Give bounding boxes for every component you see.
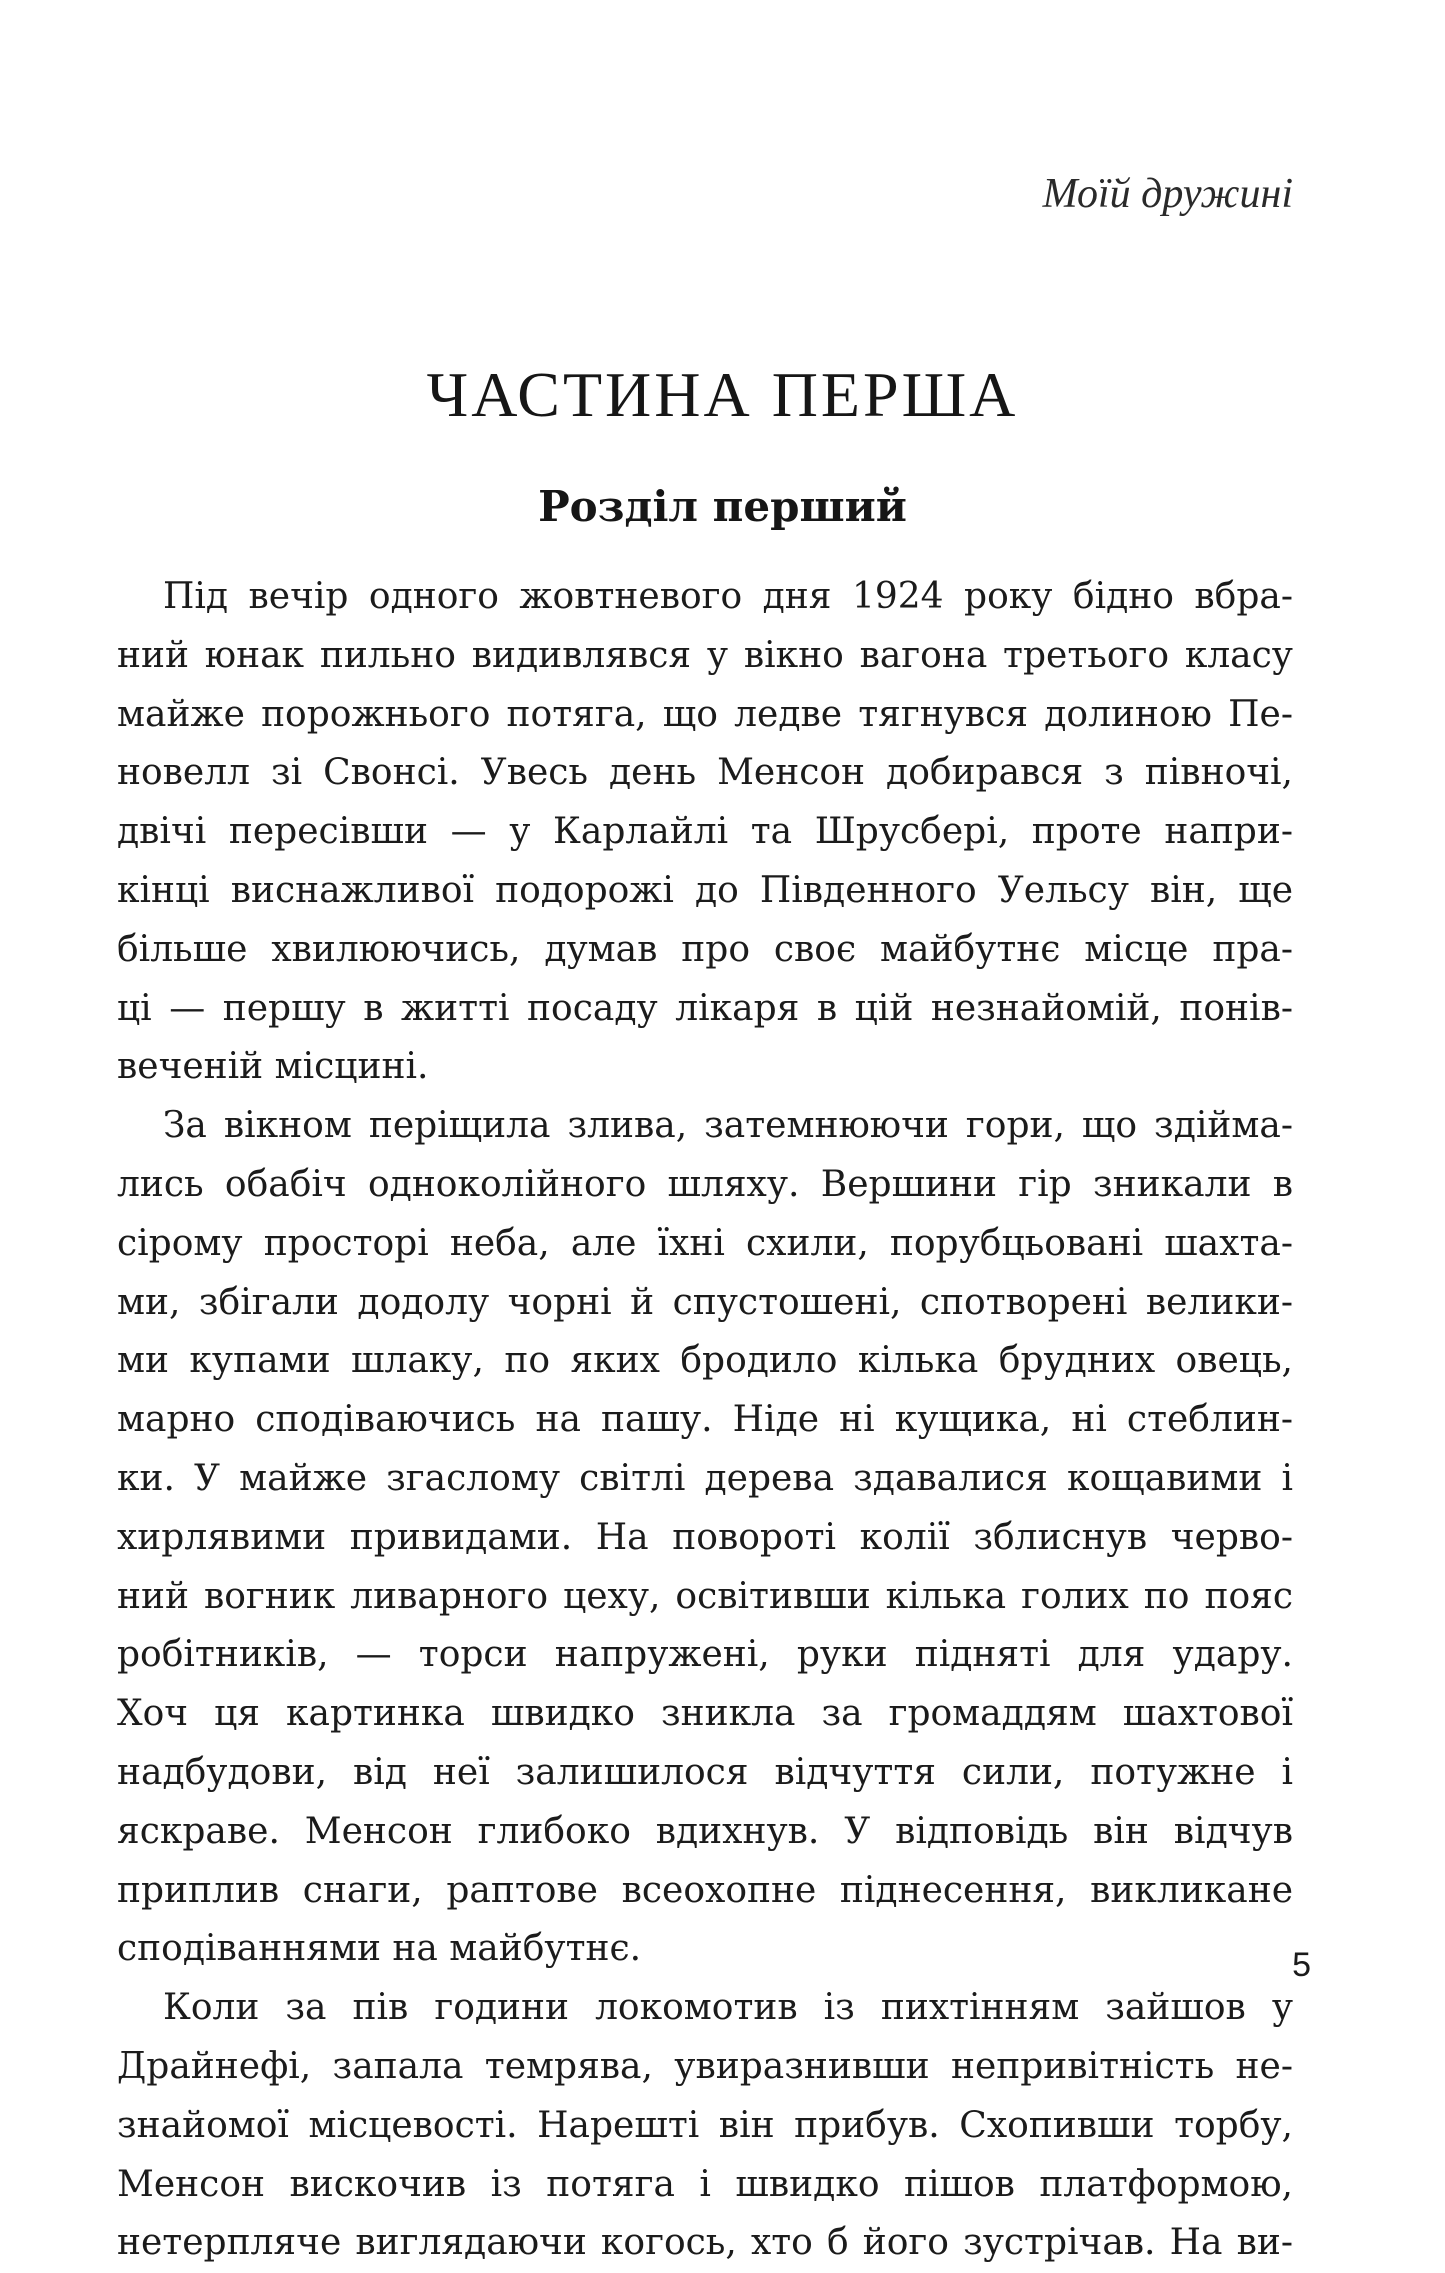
text-line: веченій місцині. [117,1046,429,1088]
page-number: 5 [1292,1946,1311,1984]
text-line: Драйнефі, запала темрява, увиразнивши непривітність не- [117,2045,1293,2087]
chapter-title: Розділ перший [538,482,907,531]
text-line: надбудови, від неї залишилося відчуття сили, потужне і [117,1751,1293,1793]
text-line: Під вечір одного жовтневого дня 1924 року бідно вбра- [163,576,1293,617]
part-title: ЧАСТИНА ПЕРША [426,359,1019,430]
text-line: нетерпляче виглядаючи когось, хто б його зустрічав. На ви- [117,2222,1293,2264]
text-line: яскраве. Менсон глибоко вдихнув. У відповідь він відчув [117,1810,1293,1852]
text-line: знайомої місцевості. Нарешті він прибув. Схопивши торбу, [117,2104,1293,2146]
text-line: Коли за пів години локомотив із пихтінням зайшов у [163,1987,1293,2029]
text-line: сірому просторі неба, але їхні схили, порубцьовані шахта- [117,1222,1293,1264]
text-line: сподіваннями на майбутнє. [117,1928,642,1970]
text-line: За вікном періщила злива, затемнюючи гори, що здійма- [163,1105,1293,1147]
text-line: ми купами шлаку, по яких бродило кілька брудних овець, [117,1340,1293,1382]
body-text [117,568,1293,2273]
text-line: Менсон вискочив із потяга і швидко пішов платформою, [117,2163,1293,2205]
text-line: ний юнак пильно видивлявся у вікно вагона третього класу [117,634,1293,676]
text-line: ки. У майже згаслому світлі дерева здавалися кощавими і [117,1457,1293,1499]
text-line: двічі пересівши — у Карлайлі та Шрусбері, проте напри- [117,811,1293,853]
text-line: ці — першу в житті посаду лікаря в цій незнайомій, понів- [117,987,1293,1029]
text-line: лись обабіч одноколійного шляху. Вершини гір зникали в [117,1163,1293,1205]
text-line: приплив снаги, раптове всеохопне піднесення, викликане [117,1869,1293,1911]
dedication: Моїй дружині [1042,171,1293,217]
text-line: ми, збігали додолу чорні й спустошені, спотворені велики- [117,1281,1293,1323]
text-line: майже порожнього потяга, що ледве тягнувся долиною Пе- [117,693,1293,735]
text-line: Хоч ця картинка швидко зникла за громаддям шахтової [117,1693,1293,1735]
paragraph-3 [117,1979,1293,2273]
text-line: більше хвилюючись, думав про своє майбутнє місце пра- [117,928,1293,970]
text-line: новелл зі Свонсі. Увесь день Менсон добирався з півночі, [117,752,1293,794]
text-line: робітників, — торси напружені, руки підняті для удару. [117,1634,1293,1676]
text-line: кінці виснажливої подорожі до Південного Уельсу він, ще [117,869,1293,911]
paragraph-1 [117,568,1293,1097]
text-line: хирлявими привидами. На повороті колії зблиснув черво- [117,1516,1293,1558]
text-line: марно сподіваючись на пашу. Ніде ні кущика, ні стеблин- [117,1399,1293,1441]
text-line: ний вогник ливарного цеху, освітивши кілька голих по пояс [117,1575,1293,1617]
paragraph-2 [117,1097,1293,1979]
